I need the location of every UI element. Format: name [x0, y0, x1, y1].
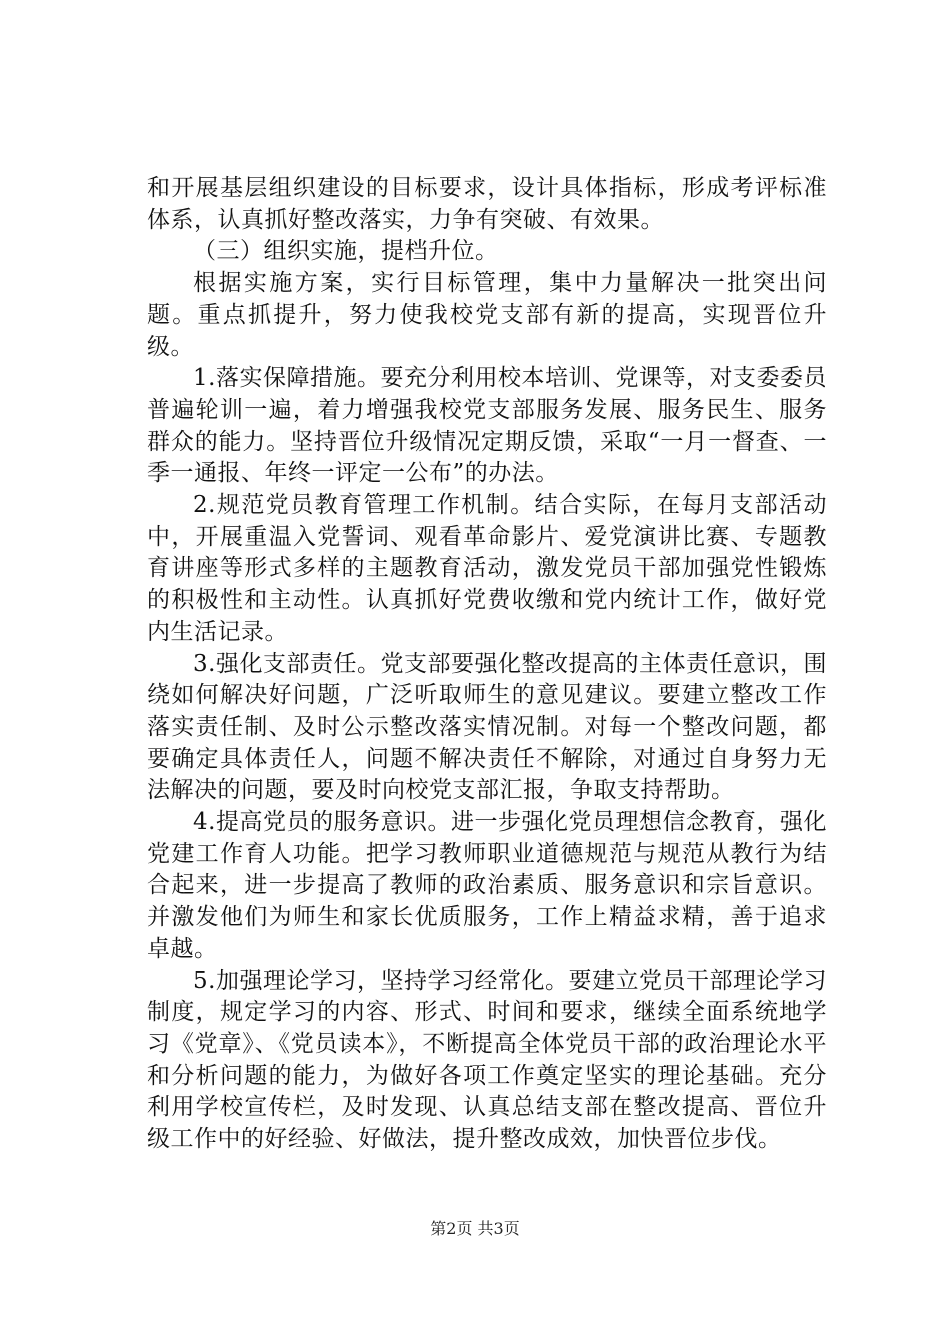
page-footer: 第2页 共3页: [430, 1219, 520, 1238]
list-item-4: 4.提高党员的服务意识。进一步强化党员理想信念教育，强化党建工作育人功能。把学习教师职业道德规范与规范从教行为结合起来，进一步提高了教师的政治素质、服务意识和宗旨意识。并激发他们为师生和家长优质服务，工作上精益求精，善于追求卓越。: [147, 809, 827, 962]
list-item-3: 3.强化支部责任。党支部要强化整改提高的主体责任意识，围绕如何解决好问题，广泛听取师生的意见建议。要建立整改工作落实责任制、及时公示整改落实情况制。对每一个整改问题，都要确定具体责任人，问题不解决责任不解除，对通过自身努力无法解决的问题，要及时向校党支部汇报，争取支持帮助。: [147, 650, 827, 804]
paragraph-continuation: 和开展基层组织建设的目标要求，设计具体指标，形成考评标准体系，认真抓好整改落实，力争有突破、有效果。: [147, 175, 827, 233]
list-item-1: 1.落实保障措施。要充分利用校本培训、党课等，对支委委员普遍轮训一遍，着力增强我校党支部服务发展、服务民生、服务群众的能力。坚持晋位升级情况定期反馈，采取“一月一督查、一季一通报、年终一评定一公布”的办法。: [147, 365, 827, 487]
document-body: [147, 173, 827, 1156]
section-heading: （三）组织实施，提档升位。: [193, 238, 499, 265]
paragraph: 根据实施方案，实行目标管理，集中力量解决一批突出问题。重点抓提升，努力使我校党支部有新的提高，实现晋位升级。: [147, 270, 827, 360]
list-item-5: 5.加强理论学习，坚持学习经常化。要建立党员干部理论学习制度，规定学习的内容、形式、时间和要求，继续全面系统地学习《党章》、《党员读本》，不断提高全体党员干部的政治理论水平和分析问题的能力，为做好各项工作奠定坚实的理论基础。充分利用学校宣传栏，及时发现、认真总结支部在整改提高、晋位升级工作中的好经验、好做法，提升整改成效，加快晋位步伐。: [147, 967, 827, 1153]
list-item-2: 2.规范党员教育管理工作机制。结合实际，在每月支部活动中，开展重温入党誓词、观看革命影片、爱党演讲比赛、专题教育讲座等形式多样的主题教育活动，激发党员干部加强党性锻炼的积极性和主动性。认真抓好党费收缴和党内统计工作，做好党内生活记录。: [147, 492, 827, 645]
